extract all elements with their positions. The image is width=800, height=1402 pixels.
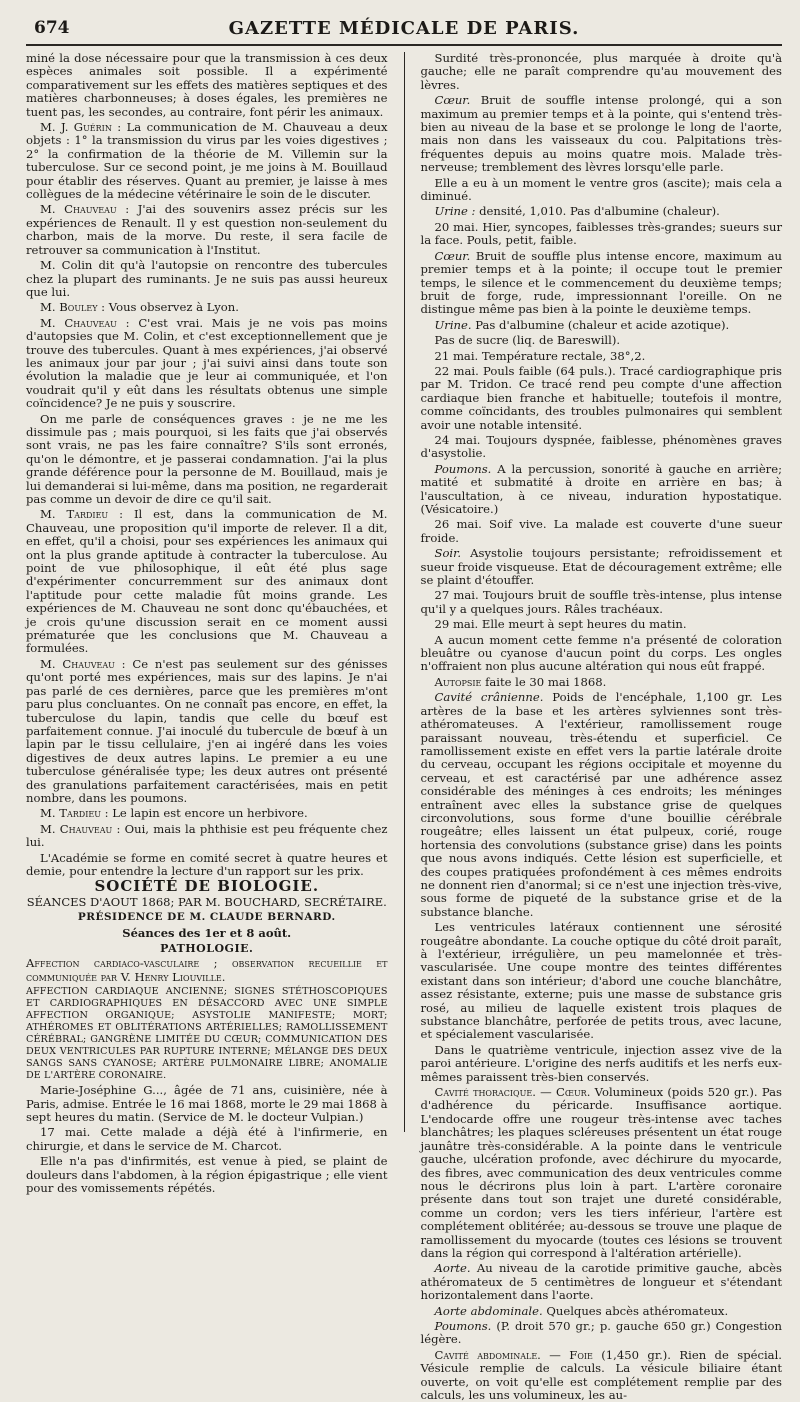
paragraph-text: (P. droit 570 gr.; p. gauche 650 gr.) Congestion légère. [420,1318,782,1347]
paragraph: Elle a eu à un moment le ventre gros (ascite); mais cela a diminué. [420,175,782,204]
case-summary: AFFECTION CARDIAQUE ANCIENNE; SIGNES STÉTHOSCOPIQUES ET CARDIOGRAPHIQUES EN DÉSACCORD AVEC UNE SIMPLE AFFECTION ORGANIQUE; ASYSTOLIE MANIFESTE; MORT; ATHÉROMES ET OBLITÉRATIONS ARTÉRIELLES; RAMOLLISSEMENT CÉRÉBRAL; GANGRÈNE LIMITÉE DU CŒUR; COMMUNICATION DES DEUX VENTRICULES PAR RUPTURE INTERNE; MÉLANGE DES DEUX SANGS SANS CYANOSE; ARTÈRE PULMONAIRE LIBRE; ANOMALIE DE L'ARTÈRE CORONAIRE. [26,986,388,1082]
speaker-name: M. Chauveau : [40,202,130,217]
section-heading: PATHOLOGIE. [160,942,254,955]
paragraph [421,1262,783,1302]
paragraph [421,205,783,218]
speaker-name: M. Tardieu : [40,806,109,821]
paragraph-text: Poids de l'encéphale, 1,100 gr. Les artères de la base et les artères sylviennes sont très-athéromateuses. A l'extérieur, ramollissement rouge paraissant nouveau, très-étendu et superficiel. Ce ramollissement existe en effet vers la partie latérale droite du cerveau, occupant les régions occipitale et moyenne du cerveau, et est caractérisé par une adhérence assez considérable des méninges à ces endroits; les méninges entraînent avec elles la substance grise de quelques circonvolutions, sous forme d'une bouillie cérébrale rougeâtre; elles laissent un état pulpeux, corié, rouge hortensia des convolutions (substance grise) dans les points que nous avons indiqués. Cette lésion est superficielle, et des coupes pratiquées profondément à ces mêmes endroits ne donnent rien d'anormal; si ce n'est une injection très-vive, sous forme de piqueté de la substance grise et de la substance blanche. [420,690,783,919]
paragraph: 29 mai. Elle meurt à sept heures du matin. [434,617,687,632]
paragraph: Pas de sucre (liq. de Bareswill). [434,333,621,348]
paragraph-text: C'est vrai. Mais je ne vois pas moins d'autopsies que M. Colin, et c'est exceptionnellement que je trouve des tubercules. Quant à mes expériences, j'ai observé les animaux jour par jour ; j'ai suivi ainsi dans toute son évolution la maladie que je leur ai communiquée, et l'on voudrait qu'il y eût dans les résultats obtenus une simple coïncidence? Je ne puis y souscrire. [26,315,388,411]
article-title: Affection cardiaco-vasculaire ; observation recueillie et communiquée par V. Henry Liouville. [26,956,388,984]
paragraph [26,807,388,820]
paragraph [26,317,388,411]
section-label: Autopsie [434,674,482,689]
paragraph: 20 mai. Hier, syncopes, faiblesses très-grandes; sueurs sur la face. Pouls, petit, faible. [420,219,782,248]
section-label: Cavité crânienne. [434,690,544,705]
paragraph-text: J'ai des souvenirs assez précis sur les expériences de Renault. Il y est question non-seulement du charbon, mais de la morve. Du reste, il sera facile de retrouver sa communication à l'Institut. [26,202,388,257]
paragraph: On me parle de conséquences graves : je ne me les dissimule pas ; mais pourquoi, si les faits que j'ai observés sont vrais, ne pas les faire connaître? S'ils sont erronés, qu'on le démontre, et je passerai condamnation. J'ai la plus grande déférence pour la personne de M. Bouillaud, mais je lui demanderai si lui-même, dans ma position, ne regarderait pas comme un devoir de dire ce qu'il sait. [26,411,388,506]
paragraph: 22 mai. Pouls faible (64 puls.). Tracé cardiographique pris par M. Tridon. Ce tracé rend peu compte d'une affection cardiaque bien franche et habituelle; toutefois il montre, comme coïncidants, des troubles pulmonaires qui semblent avoir une notable intensité. [420,363,782,432]
seances-heading: SÉANCES D'AOUT 1868; PAR M. BOUCHARD, SECRÉTAIRE. [26,894,387,909]
paragraph-text: Vous observez à Lyon. [108,300,239,315]
section-label: Poumons. [434,1318,492,1333]
paragraph: Elle n'a pas d'infirmités, est venue à pied, se plaint de douleurs dans l'abdomen, à la région épigastrique ; elle vient pour des vomissements répétés. [26,1154,388,1196]
paragraph-text: Le lapin est encore un herbivore. [112,806,308,821]
paragraph: Marie-Joséphine G..., âgée de 71 ans, cuisinière, née à Paris, admise. Entrée le 16 mai 1868, morte le 29 mai 1868 à sept heures du matin. (Service de M. le docteur Vulpian.) [26,1083,388,1125]
paragraph [421,547,783,587]
speaker-name: M. Chauveau : [40,315,130,330]
paragraph-text: Ce n'est pas seulement sur des génisses qu'ont porté mes expériences, mais sur des lapins. Je n'ai pas parlé de ces dernières, parce que les premières m'ont paru plus concluantes. On ne connaît pas encore, en effet, la tuberculose du lapin, tandis que celle du bœuf est parfaitement connue. J'ai inoculé du tubercule de bœuf à un lapin par le tissu cellulaire, j'en ai ingéré dans les voies digestives de deux autres lapins. Le premier a eu une tuberculose généralisée type; les deux autres ont présenté des granulations parfaitement caractérisées, mais en petit nombre, dans les poumons. [26,656,388,805]
paragraph-text: Asystolie toujours persistante; refroidissement et sueur froide visqueuse. Etat de découragement extrême; elle se plaint d'étouffer. [420,546,782,588]
page-number: 674 [34,18,70,38]
paragraph [421,319,783,332]
journal-title: GAZETTE MÉDICALE DE PARIS. [228,18,580,39]
section-label: Soir. [434,546,462,561]
paragraph-text: Oui, mais la phthisie est peu fréquente chez lui. [26,821,388,850]
seance-dates: Séances des 1er et 8 août. [122,925,292,940]
section-label: Urine. [434,317,472,332]
paragraph [421,250,783,317]
page-header [26,14,782,46]
paragraph [26,823,388,850]
speaker-name: M. Bouley : [40,300,106,315]
section-label: Cœur. [434,248,471,263]
paragraph-text: Quelques abcès athéromateux. [546,1303,729,1318]
section-label: Cœur. [434,93,471,108]
paragraph: Les ventricules latéraux contiennent une sérosité rougeâtre abondante. La couche optique du côté droit paraît, à l'extérieur, irrégulière, un peu mamelonnée et très-vascularisée. Une coupe montre des teintes différentes existant dans son intérieur; d'abord une couche blanchâtre, assez résistante, externe; puis une masse de substance gris rosé, au milieu de laquelle existent trois plaques de substance blanchâtre, perforée de petits trous, avec lacune, et spécialement vascularisée. [420,920,782,1042]
paragraph-text: faite le 30 mai 1868. [485,674,607,689]
paragraph [421,1305,783,1318]
paragraph [421,676,783,689]
paragraph [421,691,783,919]
paragraph [26,508,388,655]
text-columns [26,51,783,1402]
paragraph [421,1349,783,1402]
left-column [26,51,398,1196]
paragraph-text: Pas d'albumine (chaleur et acide azotique). [475,317,730,332]
paragraph: 21 mai. Température rectale, 38°,2. [434,348,646,363]
speaker-name: M. J. Guérin : [40,120,122,135]
paragraph [26,658,388,805]
paragraph: miné la dose nécessaire pour que la transmission à ces deux espèces animales soit possible. Il a expérimenté comparativement sur les effets des matières septiques et des matières charbonneuses; à doses égales, les premières ne tuent pas, les secondes, au contraire, font périr les animaux. [26,51,388,119]
presidence-heading: PRÉSIDENCE DE M. CLAUDE BERNARD. [77,911,336,924]
paragraph [26,301,388,314]
paragraph-text: Volumineux (poids 520 gr.). Pas d'adhérence du péricarde. Insuffisance aortique. L'endocarde offre une rougeur très-intense avec taches blanchâtres; les plaques scléreuses présentent un état rouge jaunâtre très-considérable. A la pointe dans le ventricule gauche, ulcération profonde, avec déchirure du myocarde, des fibres, avec communication des deux ventricules comme nous le décrirons plus loin à part. L'artère coronaire présente dans tout son trajet une dureté considérable, comme un cordon; vers les tiers inférieur, l'artère est complétement oblitérée; au-dessous se trouve une plaque de ramollissement du myocarde (toutes ces lésions se trouvent dans la région qui correspond à l'altération artérielle). [420,1085,782,1260]
society-title: SOCIÉTÉ DE BIOLOGIE. [94,877,320,896]
section-label: Aorte abdominale. [434,1303,543,1318]
paragraph: A aucun moment cette femme n'a présenté de coloration bleuâtre ou cyanose d'aucun point du corps. Les ongles n'offraient non plus aucune altération qui nous eût frappé. [420,632,782,674]
paragraph-text: densité, 1,010. Pas d'albumine (chaleur). [479,204,720,219]
paragraph [26,121,388,201]
section-label: Aorte. [434,1261,471,1276]
paragraph-text: A la percussion, sonorité à gauche en arrière; matité et submatité à droite en arrière en bas; à l'auscultation, à ce niveau, induration hypostatique. (Vésicatoire.) [420,461,782,516]
right-column [411,51,783,1402]
paragraph: 24 mai. Toujours dyspnée, faiblesse, phénomènes graves d'asystolie. [420,432,782,461]
speaker-name: M. Chauveau : [40,821,121,836]
paragraph: 17 mai. Cette malade a déjà été à l'infirmerie, en chirurgie, et dans le service de M. Charcot. [26,1125,388,1153]
paragraph-text: La communication de M. Chauveau a deux objets : 1° la transmission du virus par les voies digestives ; 2° la confirmation de la théorie de M. Villemin sur la tuberculose. Sur ce second point, je me joins à M. Bouillaud pour établir des réserves. Quant au premier, je laisse à mes collègues de la médecine vétérinaire le soin de le discuter. [26,120,388,202]
paragraph: M. Colin dit qu'à l'autopsie on rencontre des tubercules chez la plupart des ruminants. Je ne suis pas aussi heureux que lui. [26,258,388,299]
paragraph: Surdité très-prononcée, plus marquée à droite qu'à gauche; elle ne paraît comprendre qu'au mouvement des lèvres. [420,51,782,92]
column-divider [404,52,405,1132]
paragraph: Dans le quatrième ventricule, injection assez vive de la paroi antérieure. L'origine des nerfs auditifs et les nerfs eux-mêmes paraissent très-bien conservés. [420,1042,782,1084]
paragraph [421,1320,783,1347]
paragraph-text: Bruit de souffle intense prolongé, qui a son maximum au premier temps et à la pointe, qui s'entend très-bien au niveau de la base et se prolonge le long de l'aorte, mais non dans les vaisseaux du cou. Palpitations très-fréquentes depuis au moins quatre mois. Malade très-nerveuse; tremblement des lèvres lorsqu'elle parle. [420,93,783,175]
paragraph-text: Bruit de souffle plus intense encore, maximum au premier temps et à la pointe; il occupe tout le premier temps, le silence et le commencement du deuxième temps; bruit de forge, rude, impressionnant l'oreille. On ne distingue même pas bien à la pointe le deuxième temps. [420,248,782,317]
paragraph [421,1086,783,1260]
paragraph [421,463,783,517]
speaker-name: M. Chauveau : [40,656,126,671]
paragraph [421,94,783,174]
paragraph: 27 mai. Toujours bruit de souffle très-intense, plus intense qu'il y a quelques jours. Râles trachéaux. [420,588,782,616]
paragraph-text: Au niveau de la carotide primitive gauche, abcès athéromateux de 5 centimètres de longueur et s'étendant horizontalement dans l'aorte. [420,1261,782,1303]
section-label: Poumons. [434,461,492,476]
section-label: Urine : [434,204,476,219]
paragraph-text: Il est, dans la communication de M. Chauveau, une proposition qu'il importe de relever. Il a dit, en effet, qu'il a choisi, pour ses expériences les animaux qui ont la plus grande aptitude à contracter la tuberculose. Au point de vue philosophique, il eût été plus sage d'expérimenter concurremment sur des animaux dont l'aptitude pour cette maladie fût moins grande. Les expériences de M. Chauveau ne sont donc qu'ébauchées, et je crois qu'une discussion serait en ce moment aussi prématurée que les conclusions que M. Chauveau a formulées. [26,507,388,656]
section-label: Cavité abdominale. — Foie [434,1347,593,1362]
paragraph-text: (1,450 gr.). Rien de spécial. Vésicule remplie de calculs. La vésicule biliaire étant ouverte, on voit qu'elle est complétement remplie par des calculs, les uns volumineux, les au- [420,1347,782,1402]
paragraph: L'Académie se forme en comité secret à quatre heures et demie, pour entendre la lecture d'un rapport sur les prix. [26,850,388,878]
section-label: Cavité thoracique. — Cœur. [434,1085,591,1100]
paragraph: 26 mai. Soif vive. La malade est couverte d'une sueur froide. [420,517,782,545]
paragraph [26,203,388,257]
speaker-name: M. Tardieu : [40,507,124,522]
